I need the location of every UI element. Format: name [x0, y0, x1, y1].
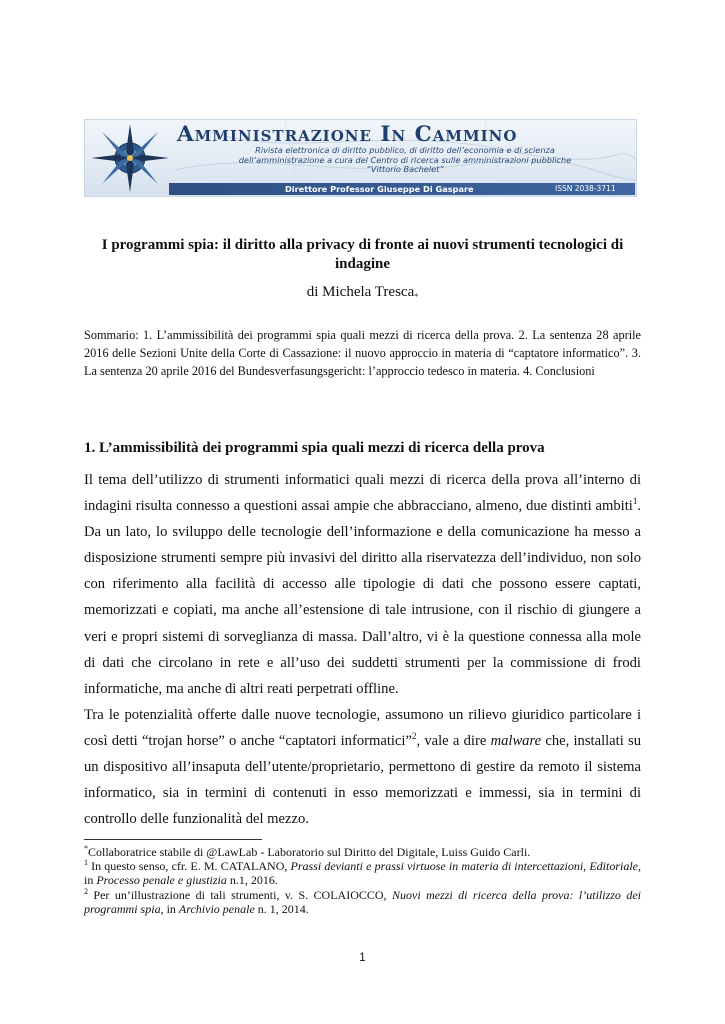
page-number: 1: [359, 952, 366, 964]
paragraph-text: Tra le potenzialità offerte dalle nuove tecnologie, assumono un rilievo giuridico particolare i così detti “trojan horse” o anche “captatori informatici”: [84, 706, 641, 749]
footnote-separator: [84, 839, 262, 840]
footnote-text: in: [84, 873, 97, 888]
footnote-text: in: [163, 901, 179, 916]
journal-subtitle: [185, 146, 625, 175]
footnote: [84, 859, 641, 887]
footnote: [84, 888, 641, 916]
footnote-text: n.1, 2016.: [226, 873, 278, 888]
footnote-italic: Archivio penale: [178, 901, 255, 916]
footnote-text: Collaboratrice stabile di @LawLab - Laboratorio sul Diritto del Digitale, Luiss Guido Carli.: [88, 845, 531, 859]
emphasis: malware: [490, 732, 542, 749]
footnote-italic: Prassi devianti e prassi virtuose in materia di intercettazioni, Editoriale,: [290, 859, 641, 874]
footnote-italic: Nuovi mezzi di ricerca della prova: l’utilizzo dei programmi spia,: [84, 887, 642, 916]
footnote: [84, 845, 641, 859]
footnote-text: n. 1, 2014.: [254, 901, 309, 916]
footnote-ref: 2: [411, 731, 417, 742]
paragraph: [84, 467, 641, 702]
author-name: di Michela Tresca: [306, 284, 415, 300]
footnote-ref: 1: [632, 496, 638, 507]
subtitle-line: “Vittorio Bachelet”: [366, 164, 444, 175]
subtitle-line: dell’amministrazione a cura del Centro di ricerca sulle amministrazioni pubbliche: [238, 154, 572, 165]
article-author: [84, 283, 641, 303]
footnotes: [84, 845, 641, 916]
footnote-text: Per un’illustrazione di tali strumenti, v. S. COLAIOCCO,: [88, 887, 392, 902]
paragraph-text: , vale a dire: [416, 732, 491, 749]
journal-title: Amministrazione In Cammino: [177, 122, 518, 147]
subtitle-line: Rivista elettronica di diritto pubblico, di diritto dell’economia e di scienza: [255, 145, 555, 155]
paragraph-text: . Da un lato, lo sviluppo delle tecnologie dell’informazione e della comunicazione ha messo a disposizione strumenti sempre più invasivi del diritto alla riservatezza dell’individuo, non solo con riferimento alla facilità di accesso alle tipologie di dati che possono essere captati, memorizzati e copiati, ma anche all’estensione di tale intrusione, con il rischio di giungere a veri e propri sistemi di sorveglianza di massa. Dall’altro, vi è la questione connessa alla mole di dati che circolano in rete e all’uso dei suddetti strumenti per la commissione di frodi informatiche, ma anche di altri reati perpetrati offline.: [84, 498, 641, 697]
journal-director: Direttore Professor Giuseppe Di Gaspare: [285, 184, 474, 194]
footnote-mark: *: [84, 844, 88, 853]
paragraph: [84, 702, 641, 832]
paragraph-text: Il tema dell’utilizzo di strumenti informatici quali mezzi di ricerca della prova all’interno di indagini risulta connesso a questioni assai ampie che abbracciano, almeno, due distinti ambiti: [84, 472, 641, 515]
footnote-mark: 2: [84, 886, 88, 896]
compass-rose-logo: [87, 122, 173, 194]
journal-banner: [84, 119, 637, 197]
footnote-italic: Processo penale e giustizia: [96, 873, 227, 888]
journal-issn: ISSN 2038-3711: [555, 184, 616, 193]
footnote-text: In questo senso, cfr. E. M. CATALANO,: [88, 859, 291, 874]
footnote-mark: 1: [84, 858, 88, 868]
section-body: [84, 467, 641, 832]
article-title: I programmi spia: il diritto alla privacy di fronte ai nuovi strumenti tecnologici di indagine: [101, 237, 624, 272]
author-footnote-mark: *: [414, 292, 419, 301]
section-heading: 1. L’ammissibilità dei programmi spia quali mezzi di ricerca della prova: [84, 440, 545, 456]
paragraph-text: che, installati su un dispositivo all’insaputa dell’utente/proprietario, permettono di gestire da remoto il sistema informatico, sia in termini di contenuti in esso memorizzati e immessi, sia in termini di controllo delle funzionalità del mezzo.: [84, 732, 641, 828]
article-summary: Sommario: 1. L’ammissibilità dei programmi spia quali mezzi di ricerca della prova. 2. La sentenza 28 aprile 2016 delle Sezioni Unite della Corte di Cassazione: il nuovo approccio in materia di “captatore informatico”. 3. La sentenza 20 aprile 2016 del Bundesverfasungsgericht: l’approccio tedesco in materia. 4. Conclusioni: [84, 328, 641, 378]
